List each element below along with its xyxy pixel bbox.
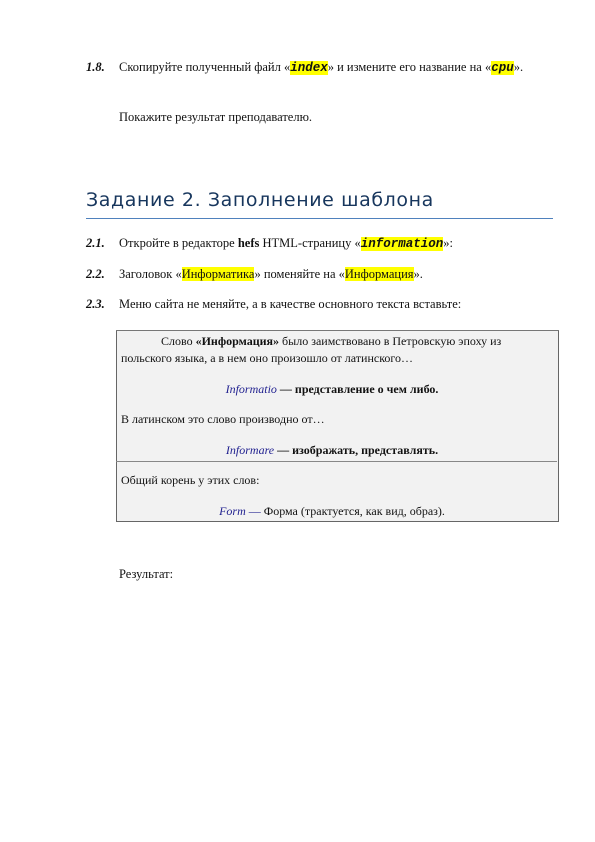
box-paragraph-1: Слово «Информация» было заимствовано в Петровскую эпоху из польского языка, а в нем оно произошло от латинского… <box>121 334 502 365</box>
box-paragraph-3: В латинском это слово производно от… <box>121 412 325 426</box>
old-title: Информатика <box>181 267 255 281</box>
item-number: 2.3. <box>86 297 105 311</box>
item-text: Меню сайта не меняйте, а в качестве основного текста вставьте: <box>119 297 462 311</box>
item-text: Скопируйте полученный файл «index» и измените его название на «cpu». <box>119 60 524 75</box>
item-text: Откройте в редакторе hefs HTML-страницу «information»: <box>119 236 453 251</box>
box-paragraph-4: Informare — изображать, представлять. <box>225 443 439 457</box>
item-text: Заголовок «Информатика» поменяйте на «Информация». <box>119 267 423 281</box>
item-number: 2.2. <box>86 267 105 281</box>
box-paragraph-2: Informatio — представление о чем либо. <box>225 382 439 396</box>
filename-information: information <box>360 237 444 251</box>
editor-name: hefs <box>237 236 260 250</box>
box-divider <box>116 461 557 462</box>
box-paragraph-5: Общий корень у этих слов: <box>121 473 260 487</box>
section-heading: Задание 2. Заполнение шаблона <box>86 189 553 219</box>
box-top-border <box>116 330 559 331</box>
item-number: 2.1. <box>86 236 105 250</box>
filename-cpu: cpu <box>491 61 514 75</box>
filename-index: index <box>290 61 328 75</box>
item-number: 1.8. <box>86 60 105 74</box>
new-title: Информация <box>344 267 414 281</box>
quoted-text-box <box>116 330 559 522</box>
result-label: Результат: <box>119 567 174 581</box>
box-paragraph-6: Form — Форма (трактуется, как вид, образ). <box>219 504 445 518</box>
teacher-note: Покажите результат преподавателю. <box>119 110 313 124</box>
